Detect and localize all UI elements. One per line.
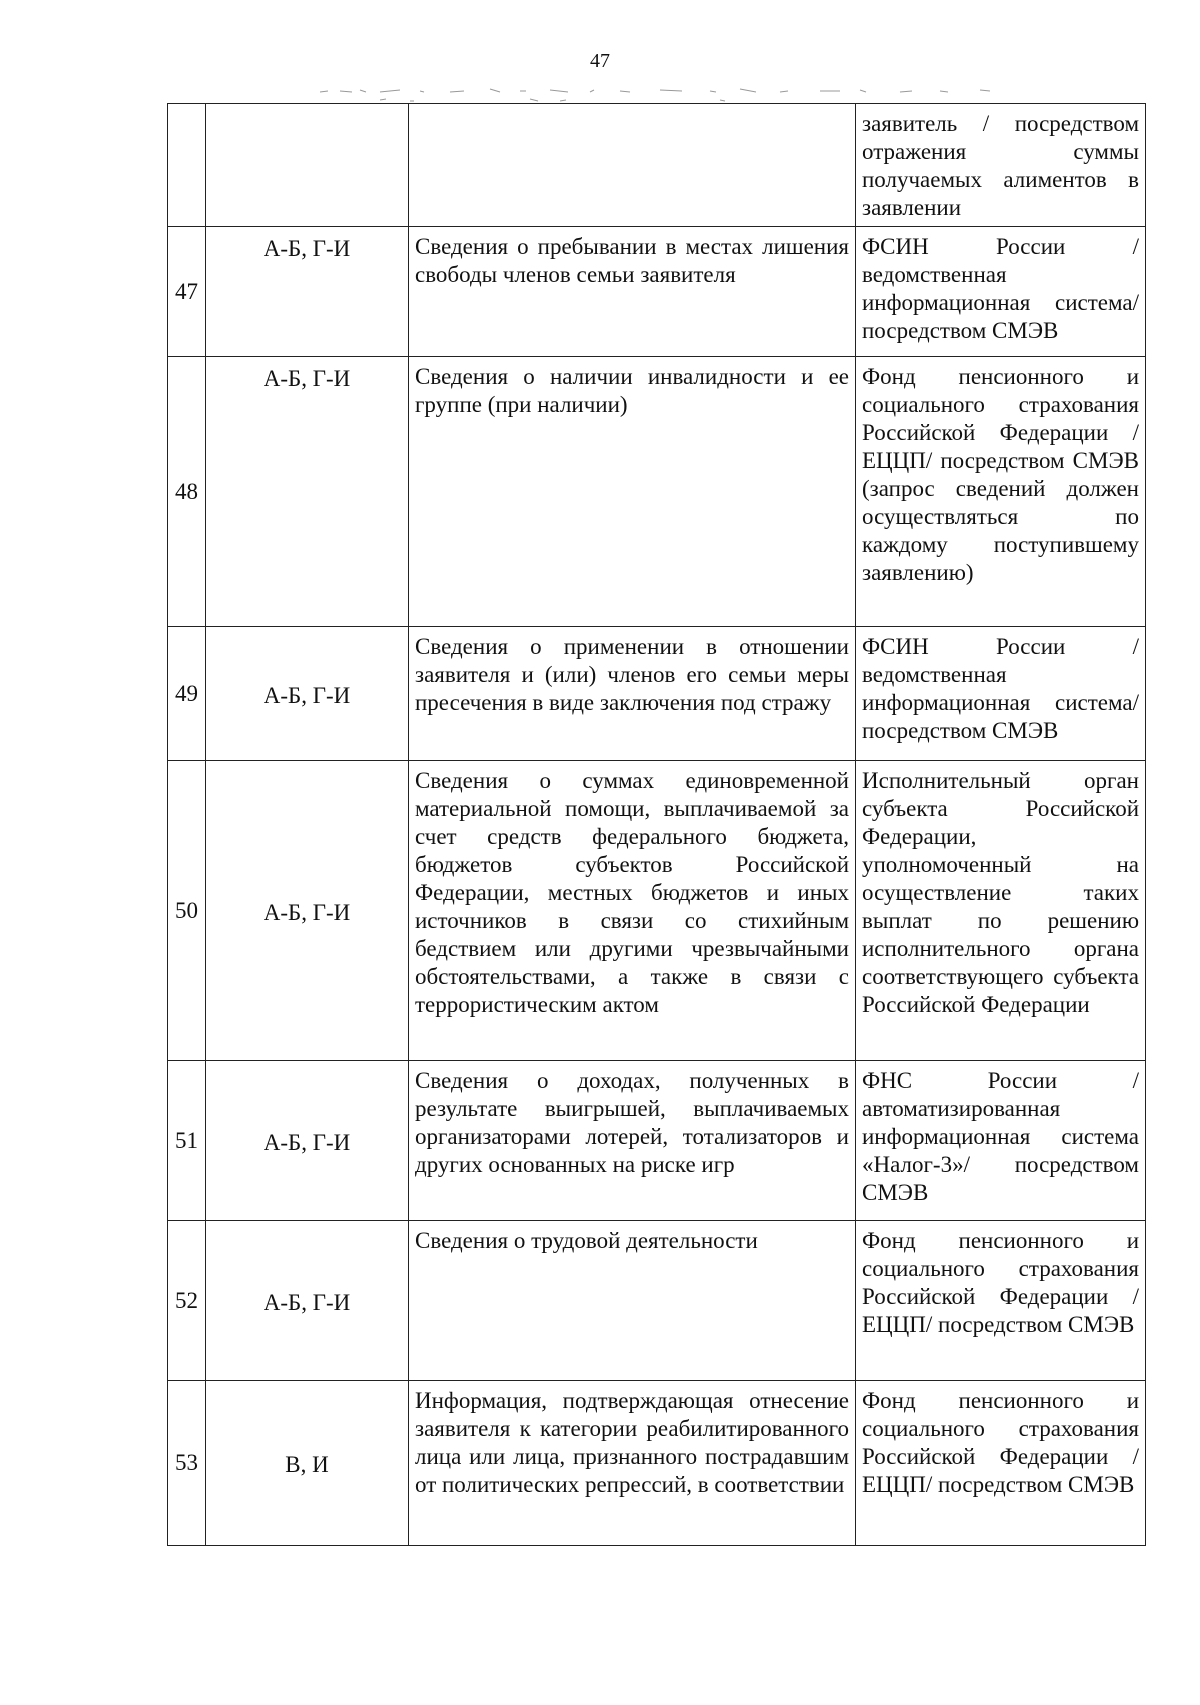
row-number: 47 xyxy=(168,227,206,357)
row-category: В, И xyxy=(206,1381,409,1546)
row-source: ФСИН России / ведомственная информационная система/ посредством СМЭВ xyxy=(856,627,1146,761)
table-row-continued xyxy=(168,104,1146,227)
table-row xyxy=(168,357,1146,627)
row-description: Сведения о наличии инвалидности и ее группе (при наличии) xyxy=(409,357,856,627)
row-source: Фонд пенсионного и социального страхования Российской Федерации /ЕЦЦП/ посредством СМЭВ xyxy=(856,1381,1146,1546)
document-table xyxy=(167,103,1146,1546)
row-number: 51 xyxy=(168,1061,206,1221)
row-description: Сведения о суммах единовременной материальной помощи, выплачиваемой за счет средств федерального бюджета, бюджетов субъектов Российской Федерации, местных бюджетов и иных источников в связи со стихийным бедствием или другими чрезвычайными обстоятельствами, а также в связи с террористическим актом xyxy=(409,761,856,1061)
row-category: А-Б, Г-И xyxy=(206,1221,409,1381)
table-row xyxy=(168,1061,1146,1221)
row-number: 50 xyxy=(168,761,206,1061)
row-source: ФСИН России / ведомственная информационная система/ посредством СМЭВ xyxy=(856,227,1146,357)
table-row xyxy=(168,1381,1146,1546)
row-number xyxy=(168,104,206,227)
row-source: Фонд пенсионного и социального страхования Российской Федерации /ЕЦЦП/ посредством СМЭВ (запрос сведений должен осуществляться по каждому поступившему заявлению) xyxy=(856,357,1146,627)
row-category: А-Б, Г-И xyxy=(206,357,409,627)
row-description: Информация, подтверждающая отнесение заявителя к категории реабилитированного лица или лица, признанного пострадавшим от политических репрессий, в соответствии xyxy=(409,1381,856,1546)
table-row xyxy=(168,1221,1146,1381)
row-number: 52 xyxy=(168,1221,206,1381)
row-source: заявитель / посредством отражения суммы получаемых алиментов в заявлении xyxy=(856,104,1146,227)
row-description xyxy=(409,104,856,227)
row-number: 53 xyxy=(168,1381,206,1546)
row-description: Сведения о применении в отношении заявителя и (или) членов его семьи меры пресечения в виде заключения под стражу xyxy=(409,627,856,761)
row-category: А-Б, Г-И xyxy=(206,627,409,761)
row-category: А-Б, Г-И xyxy=(206,1061,409,1221)
row-description: Сведения о трудовой деятельности xyxy=(409,1221,856,1381)
table-row xyxy=(168,761,1146,1061)
table-row xyxy=(168,227,1146,357)
row-number: 49 xyxy=(168,627,206,761)
row-category: А-Б, Г-И xyxy=(206,227,409,357)
row-description: Сведения о доходах, полученных в результате выигрышей, выплачиваемых организаторами лотерей, тотализаторов и других основанных на риске игр xyxy=(409,1061,856,1221)
page-number: 47 xyxy=(590,50,610,72)
row-source: Фонд пенсионного и социального страхования Российской Федерации /ЕЦЦП/ посредством СМЭВ xyxy=(856,1221,1146,1381)
row-source: Исполнительный орган субъекта Российской Федерации, уполномоченный на осуществление таких выплат по решению исполнительного органа соответствующего субъекта Российской Федерации xyxy=(856,761,1146,1061)
row-category xyxy=(206,104,409,227)
row-number: 48 xyxy=(168,357,206,627)
row-source: ФНС России / автоматизированная информационная система «Налог-3»/ посредством СМЭВ xyxy=(856,1061,1146,1221)
row-description: Сведения о пребывании в местах лишения свободы членов семьи заявителя xyxy=(409,227,856,357)
row-category: А-Б, Г-И xyxy=(206,761,409,1061)
table-row xyxy=(168,627,1146,761)
